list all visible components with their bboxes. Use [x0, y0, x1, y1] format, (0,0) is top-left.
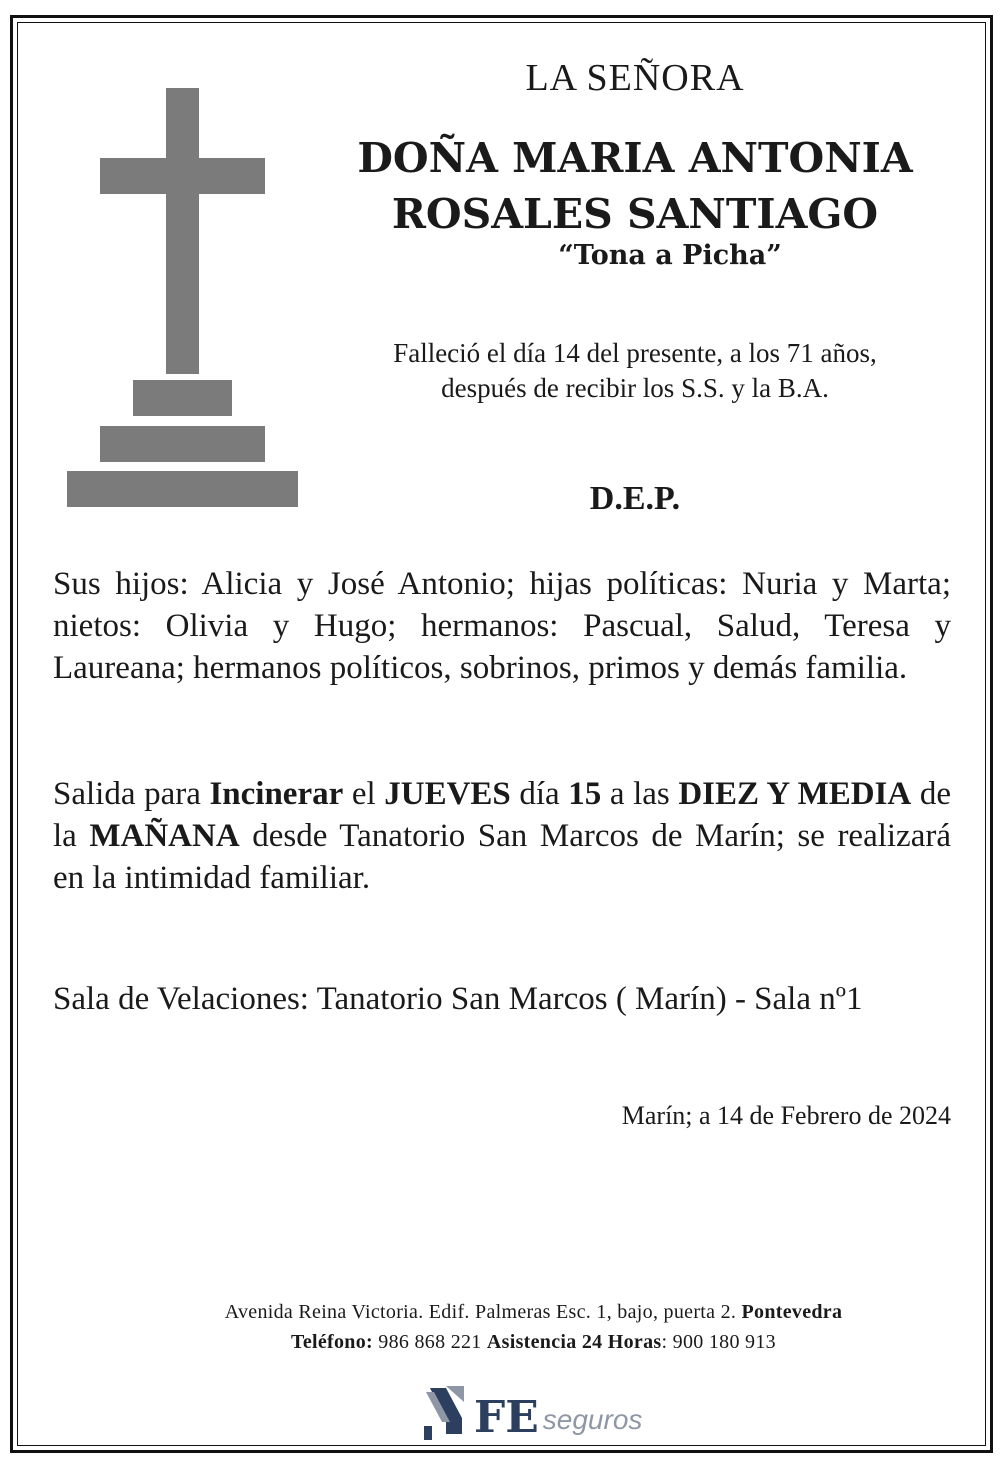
- nickname: “Tona a Picha”: [558, 240, 782, 271]
- cross-icon: [66, 86, 302, 510]
- death-notice-line2: después de recibir los S.S. y la B.A.: [441, 373, 829, 403]
- fe-seguros-logo: [424, 1380, 643, 1443]
- fe-logo-mark-icon: [424, 1382, 468, 1440]
- funeral-bold: MAÑANA: [89, 818, 240, 854]
- logo-suffix: seguros: [542, 1404, 643, 1435]
- footer: [0, 1297, 1005, 1357]
- funeral-text: a las: [601, 776, 679, 812]
- funeral-bold: Incinerar: [209, 776, 344, 812]
- footer-address-line: [62, 1297, 1005, 1327]
- funeral-text: desde Tanatorio San Marcos de Marín; se realizará en la intimidad familiar.: [53, 818, 951, 896]
- wake-room: Sala de Velaciones: Tanatorio San Marcos ( Marín) - Sala nº1: [53, 981, 863, 1017]
- deceased-name-line2: ROSALES SANTIAGO: [391, 190, 879, 238]
- footer-assist-phone: : 900 180 913: [661, 1331, 776, 1353]
- logo-brand: FE: [474, 1392, 539, 1443]
- death-notice: [310, 336, 960, 406]
- family-paragraph: Sus hijos: Alicia y José Antonio; hijas políticas: Nuria y Marta; nietos: Olivia y Hugo; hermanos: Pascual, Salud, Teresa y Laureana; hermanos políticos, sobrinos, primos y demás familia.: [53, 566, 951, 686]
- funeral-bold: 15: [568, 776, 602, 812]
- notice-date: Marín; a 14 de Febrero de 2024: [621, 1101, 951, 1130]
- footer-city: Pontevedra: [741, 1301, 843, 1323]
- funeral-bold: JUEVES: [384, 776, 511, 812]
- funeral-text: el: [343, 776, 385, 812]
- funeral-paragraph: [53, 773, 951, 899]
- funeral-bold: DIEZ Y MEDIA: [678, 776, 912, 812]
- footer-address: Avenida Reina Victoria. Edif. Palmeras Esc. 1, bajo, puerta 2.: [224, 1301, 742, 1323]
- footer-phone-label: Teléfono:: [291, 1331, 373, 1353]
- funeral-text: día: [510, 776, 569, 812]
- deceased-name-line1: DOÑA MARIA ANTONIA: [357, 134, 913, 182]
- dep-text: D.E.P.: [589, 480, 681, 517]
- funeral-text: Salida para: [53, 776, 210, 812]
- death-notice-line1: Falleció el día 14 del presente, a los 71 años,: [393, 338, 877, 368]
- footer-phone-line: [62, 1327, 1005, 1357]
- footer-assist-label: Asistencia 24 Horas: [486, 1331, 662, 1353]
- footer-phone: 986 868 221: [373, 1331, 487, 1353]
- title-prefix: LA SEÑORA: [525, 57, 745, 99]
- funeral-text: de la: [53, 776, 951, 854]
